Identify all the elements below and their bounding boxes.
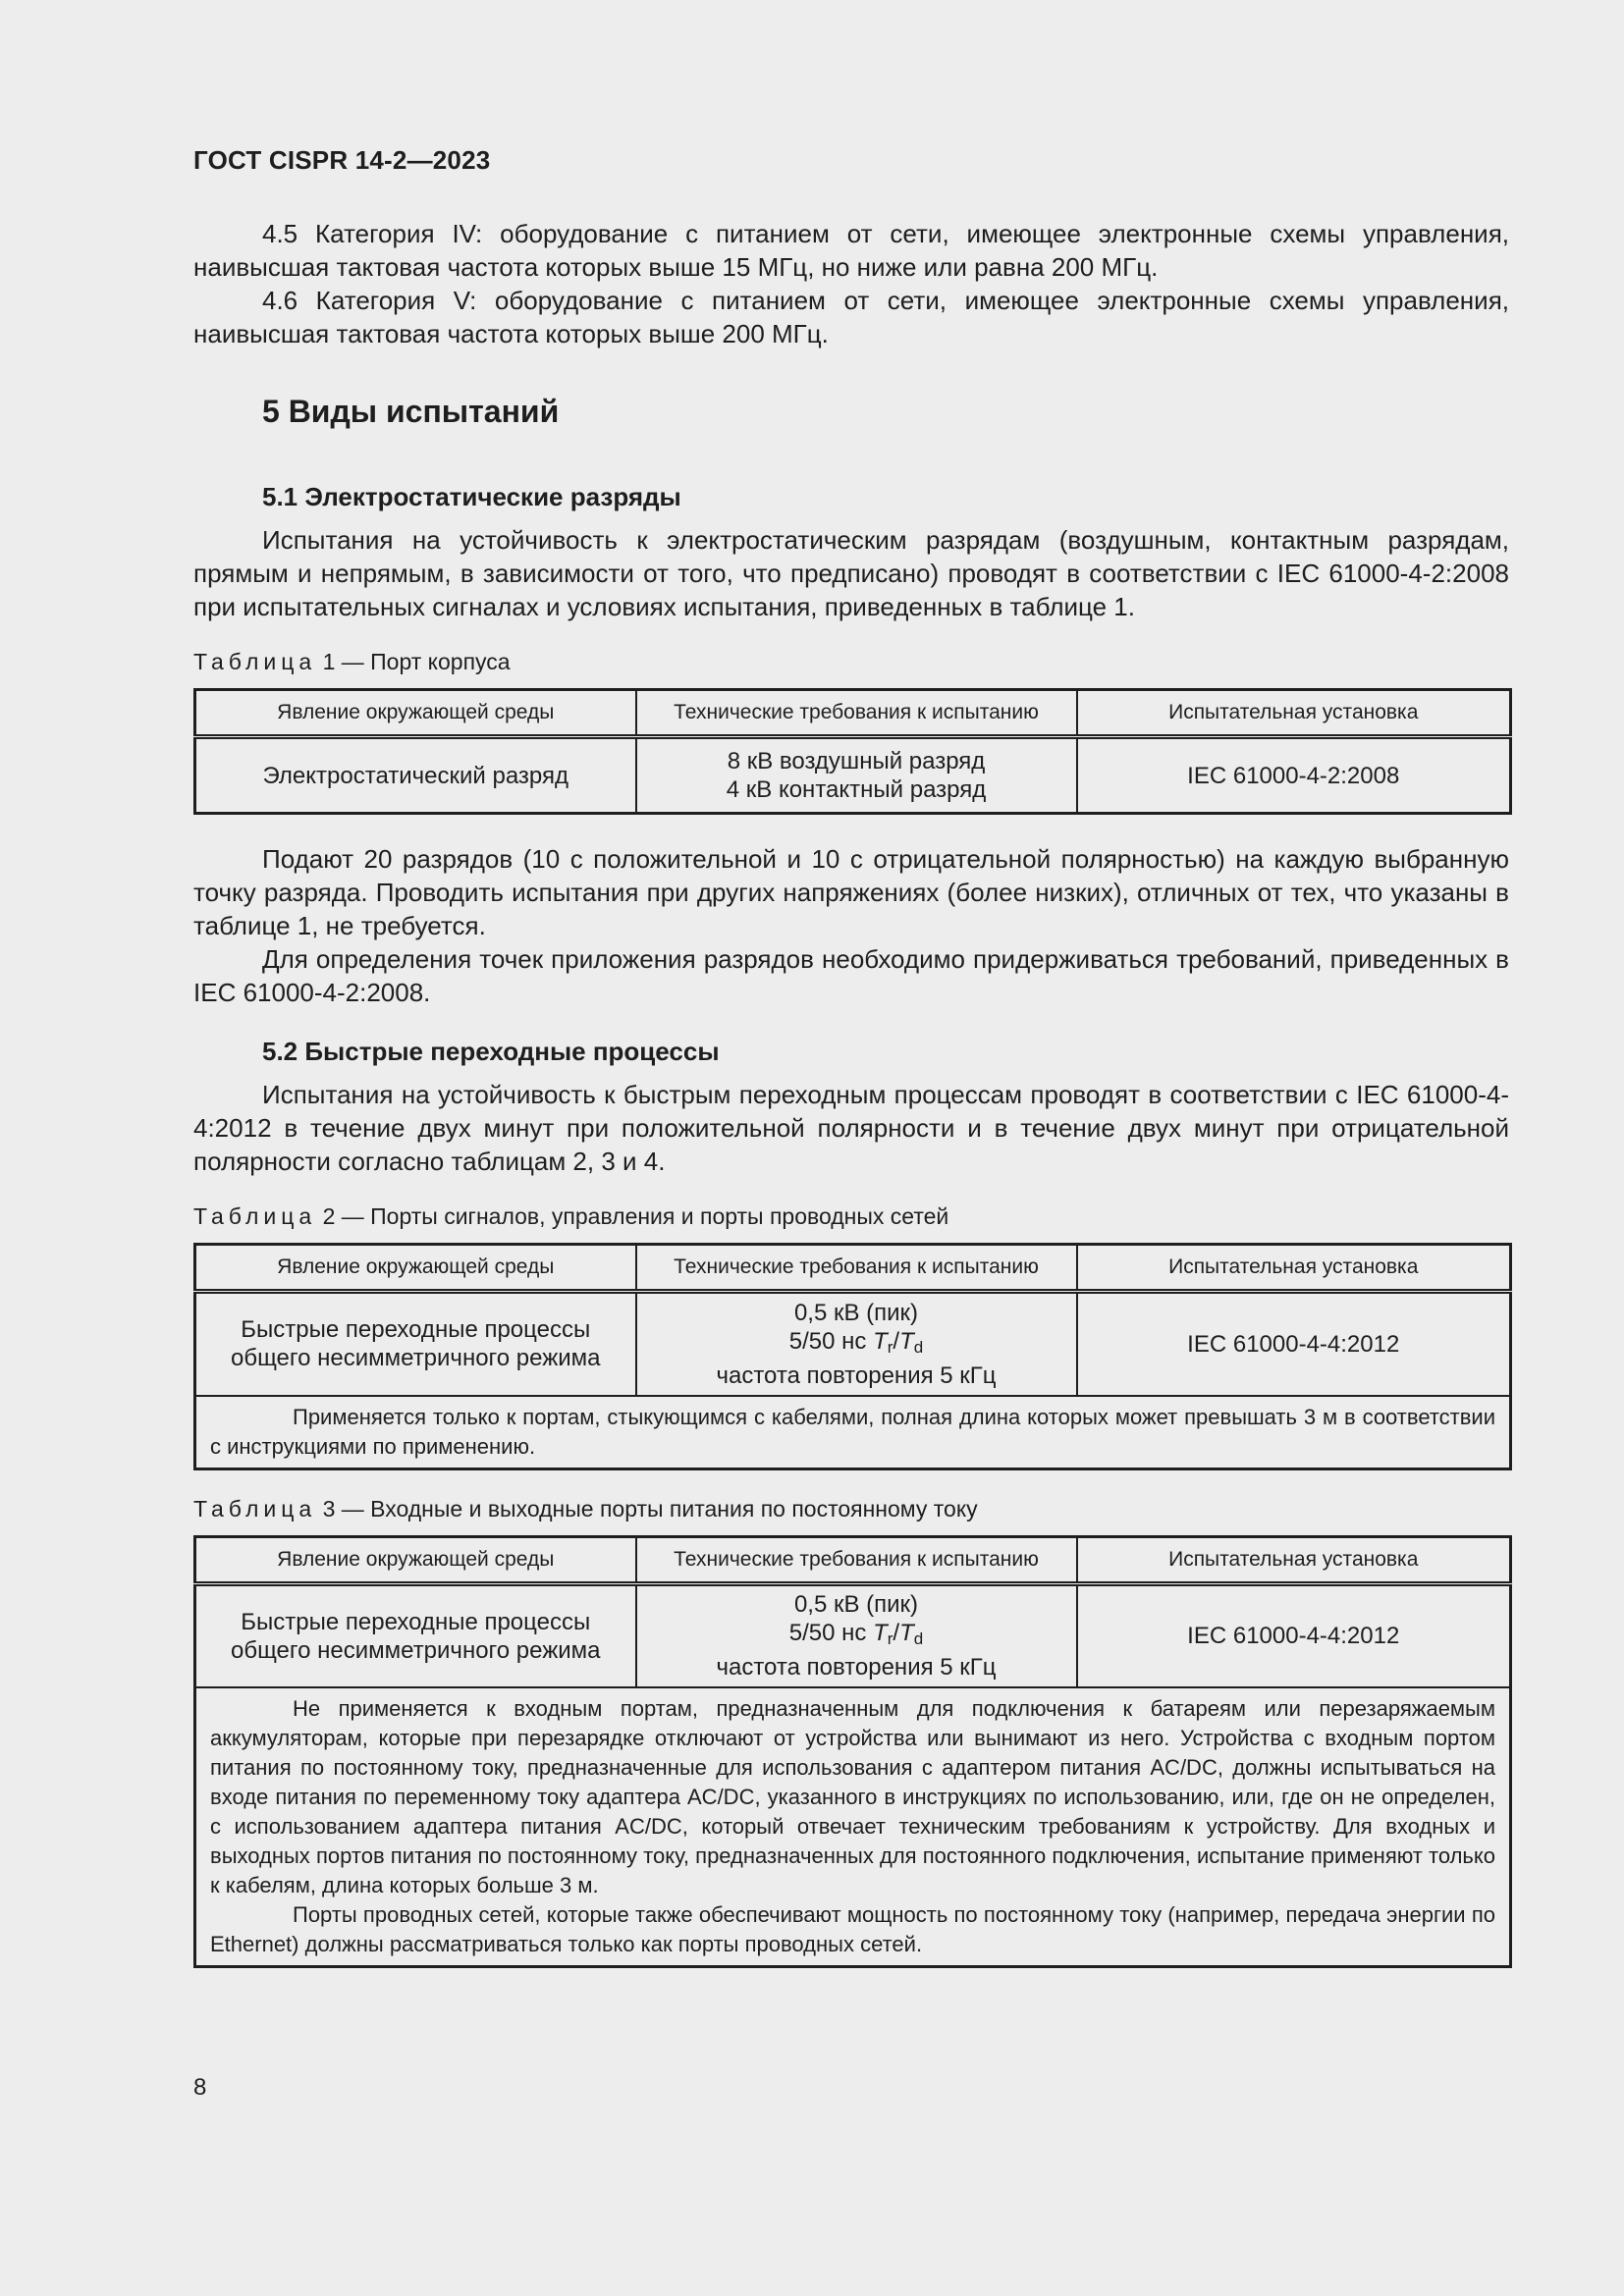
table-2-caption-word: Таблица [193,1203,317,1229]
table-1-caption-word: Таблица [193,649,317,674]
page-number: 8 [193,2074,207,2101]
table-3-spec-pulse: 5/50 нс [788,1620,867,1647]
table-3-note-row [195,1687,1511,1967]
table-3-cell-setup: IEC 61000-4-4:2012 [1077,1583,1511,1687]
table-3-row [195,1583,1511,1687]
table-2-spec-line-1: 0,5 кВ (пик) [793,1299,919,1326]
table-1-header-requirements: Технические требования к испытанию [636,690,1077,737]
table-2-header-setup: Испытательная установка [1077,1245,1511,1292]
table-3-spec-tr: T [873,1620,888,1647]
table-3-spec-td-sub: d [913,1629,924,1649]
table-2-header-phenomenon: Явление окружающей среды [195,1245,636,1292]
table-2-spec-line-2 [647,1327,1066,1362]
table-2-phenomenon-line-2: общего несимметричного режима [230,1345,601,1372]
table-1 [193,688,1512,815]
table-1-cell-phenomenon: Электростатический разряд [195,737,636,814]
paragraph-5-1-discharges: Подают 20 разрядов (10 с положительной и 10 с отрицательной полярностью) на каждую выбранную точку разряда. Проводить испытания при других напряжениях (более низких), отличных от тех, что указаны в таблице 1, не требуется. [193,844,1509,940]
table-1-caption [193,647,1509,676]
paragraph-5-2-intro: Испытания на устойчивость к быстрым переходным процессам проводят в соответствии с IEC 61000-4-4:2012 в течение двух минут при положительной полярности и в течение двух минут при отрицательной полярности согласно таблицам 2, 3 и 4. [193,1080,1509,1176]
paragraph-4-5: 4.5 Категория IV: оборудование с питанием от сети, имеющее электронные схемы управления, наивысшая тактовая частота которых выше 15 МГц, но ниже или равна 200 МГц. [193,219,1509,282]
paragraph-4-6: 4.6 Категория V: оборудование с питанием от сети, имеющее электронные схемы управления, наивысшая тактовая частота которых выше 200 МГц. [193,286,1509,348]
table-1-caption-text: 1 — Порт корпуса [322,649,511,674]
table-2-spec-td: T [899,1327,914,1355]
table-3-note-text-1: Не применяется к входным портам, предназначенным для подключения к батареям или перезаряжаемым аккумуляторам, которые при перезарядке отключают от устройства или вынимают из него. Устройства с входным портом питания по постоянному току, предназначенные для использования с адаптером питания AC/DC, должны испытываться на входе питания по переменному току адаптера AC/DC, указанного в инструкциях по использованию, или, где он не определен, с использованием адаптера питания AC/DC, который отвечает техническим требованиям к устройству. Для входных и выходных портов питания по постоянному току, предназначенных для постоянного подключения, испытание применяют только к кабелям, длина которых больше 3 м. [210,1696,1495,1897]
table-3-phenomenon-line-1: Быстрые переходные процессы [241,1608,591,1635]
table-3-spec-slash: / [893,1620,900,1647]
table-1-header-phenomenon: Явление окружающей среды [195,690,636,737]
table-3-caption-word: Таблица [193,1495,317,1522]
table-2-caption-text: 2 — Порты сигналов, управления и порты проводных сетей [322,1203,949,1229]
table-3-cell-requirements [636,1583,1077,1687]
table-1-cell-requirements [636,737,1077,814]
paragraph-5-1-intro: Испытания на устойчивость к электростатическим разрядам (воздушным, контактным разрядам, прямым и непрямым, в зависимости от того, что предписано) проводят в соответствии с IEC 61000-4-2:2008 при испытательных сигналах и условиях испытания, приведенных в таблице 1. [193,525,1509,621]
table-3-spec-td: T [899,1620,914,1647]
table-3-cell-phenomenon [195,1583,636,1687]
page-content [193,145,1509,1968]
table-2-row [195,1292,1511,1396]
table-3-spec-line-1: 0,5 кВ (пик) [793,1591,919,1619]
paragraph-5-1-points: Для определения точек приложения разрядов необходимо придерживаться требований, приведенных в IEC 61000-4-2:2008. [193,944,1509,1007]
table-2 [193,1243,1512,1470]
table-2-spec-td-sub: d [913,1337,924,1357]
section-5-title: 5 Виды испытаний [262,394,560,429]
table-1-row [195,737,1511,814]
table-3-header-setup: Испытательная установка [1077,1536,1511,1583]
table-3-note-text-2: Порты проводных сетей, которые также обеспечивают мощность по постоянному току (например, передача энергии по Ethernet) должны рассматриваться только как порты проводных сетей. [210,1902,1495,1956]
table-2-caption [193,1201,1509,1231]
table-1-header-row [195,690,1511,737]
table-2-spec-pulse: 5/50 нс [788,1327,867,1355]
table-3-caption [193,1494,1509,1523]
table-3-phenomenon-line-2: общего несимметричного режима [230,1636,601,1664]
table-3-spec-line-3: частота повторения 5 кГц [716,1654,997,1682]
table-3-header-requirements: Технические требования к испытанию [636,1536,1077,1583]
table-2-spec-tr: T [873,1327,888,1355]
table-3 [193,1535,1512,1969]
table-2-spec-tr-sub: r [887,1337,893,1357]
table-3-spec-tr-sub: r [887,1629,893,1649]
table-2-spec-slash: / [893,1327,900,1355]
document-header: ГОСТ CISPR 14-2—2023 [193,145,491,175]
table-2-spec-line-3: частота повторения 5 кГц [716,1362,997,1389]
table-2-cell-requirements [636,1292,1077,1396]
table-3-caption-text: 3 — Входные и выходные порты питания по постоянному току [322,1495,978,1522]
table-2-note-text: Применяется только к портам, стыкующимся с кабелями, полная длина которых может превышать 3 м в соответствии с инструкциями по применению. [210,1404,1495,1459]
table-1-header-setup: Испытательная установка [1077,690,1511,737]
table-2-note-row [195,1396,1511,1469]
table-2-cell-setup: IEC 61000-4-4:2012 [1077,1292,1511,1396]
table-2-cell-phenomenon [195,1292,636,1396]
section-5-2-title: 5.2 Быстрые переходные процессы [262,1037,720,1066]
table-2-phenomenon-line-1: Быстрые переходные процессы [241,1316,591,1344]
table-3-note [195,1687,1511,1967]
table-3-header-phenomenon: Явление окружающей среды [195,1536,636,1583]
table-3-header-row [195,1536,1511,1583]
table-3-spec-line-2 [647,1619,1066,1653]
table-1-spec-line-2: 4 кВ контактный разряд [726,776,987,803]
table-2-header-requirements: Технические требования к испытанию [636,1245,1077,1292]
section-5-1-title: 5.1 Электростатические разряды [262,482,681,511]
table-1-cell-setup: IEC 61000-4-2:2008 [1077,737,1511,814]
table-2-note [195,1396,1511,1469]
table-1-spec-line-1: 8 кВ воздушный разряд [727,748,986,774]
table-2-header-row [195,1245,1511,1292]
